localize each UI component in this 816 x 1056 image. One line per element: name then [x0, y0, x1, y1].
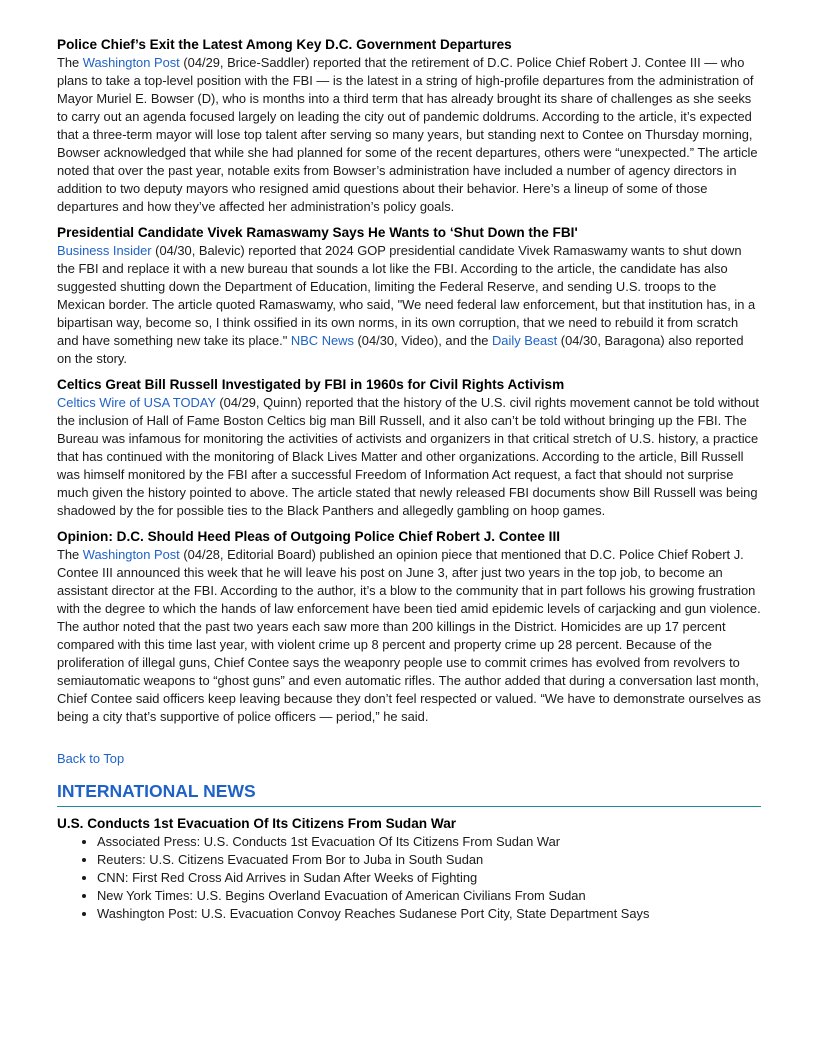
- article-prefix: The: [57, 55, 83, 70]
- source-link-washington-post[interactable]: Washington Post: [82, 547, 180, 562]
- article-text-mid: (04/30, Video), and the: [353, 333, 492, 348]
- list-item: [97, 869, 761, 887]
- list-item: [97, 905, 761, 923]
- article-headline: Police Chief’s Exit the Latest Among Key D.C. Government Departures: [57, 37, 512, 52]
- back-to-top-link[interactable]: Back to Top: [57, 751, 125, 766]
- source-link-washington-post[interactable]: Washington Post: [82, 55, 180, 70]
- article-text: (04/28, Editorial Board) published an opinion piece that mentioned that D.C. Police Chief Robert J. Contee III announced this week that he will leave his post on June 3, after just two years in the top job, to become an assistant director at the FBI. According to the author, it’s a blow to the community that in part follows his growing frustration with the degree to which the hands of law enforcement have been tied amid epidemic levels of carjacking and gun violence. The author noted that the past two years each saw more than 200 killings in the District. Homicides are up 17 percent compared with this time last year, with violent crime up 8 percent and property crime up 28 percent. Because of the proliferation of illegal guns, Chief Contee says the weaponry people use to commit crimes has evolved from revolvers to semiautomatic weapons to “ghost guns” and even automatic rifles. The author added that during a conversation last month, Chief Contee said officers keep leaving because they don’t feel respected or valued. “We have to demonstrate ourselves as being a city that’s supportive of police officers — period,” he said.: [57, 547, 761, 724]
- article-opinion-contee: [57, 528, 761, 726]
- article-headline: Celtics Great Bill Russell Investigated by FBI in 1960s for Civil Rights Activism: [57, 377, 565, 392]
- article-body: [57, 394, 761, 520]
- article-text: (04/29, Brice-Saddler) reported that the retirement of D.C. Police Chief Robert J. Contee III — who plans to take a top-level position with the FBI — is the latest in a string of high-profile departures from the administration of Mayor Muriel E. Bowser (D), who is months into a third term that has already brought its share of challenges as she seeks to carry out an agenda focused largely on leading the city out of pandemic doldrums. According to the article, it’s expected that a three-term mayor will lose top talent after serving so many years, but standing next to Contee on Thursday morning, Bowser acknowledged that while she had planned for some of the recent departures, others were “unexpected.” The article noted that over the past year, notable exits from Bowser’s administration have included a number of agency directors in addition to two deputy mayors who resigned amid questions about their behavior. Here’s a lineup of some of those departures and how they’ve affected her administration’s policy goals.: [57, 55, 758, 214]
- source-link-nbc-news[interactable]: NBC News: [290, 333, 354, 348]
- article-body: [57, 242, 761, 368]
- article-prefix: The: [57, 547, 83, 562]
- section-divider: [57, 806, 761, 807]
- article-text: (04/30, Balevic) reported that 2024 GOP presidential candidate Vivek Ramaswamy wants to shut down the FBI and replace it with a new bureau that sounds a lot like the FBI. According to the article, the candidate has also suggested shutting down the Department of Education, limiting the Federal Reserve, and sending U.S. troops to the Mexican border. The article quoted Ramaswamy, who said, "We need federal law enforcement, but that institution has, in a bipartisan way, become so, I think ossified in its own norms, in its own corruption, that we need to rebuild it from scratch and have something new take its place.": [57, 243, 756, 348]
- source-link-daily-beast[interactable]: Daily Beast: [492, 333, 558, 348]
- list-item: [97, 851, 761, 869]
- story-headline-sudan: U.S. Conducts 1st Evacuation Of Its Citizens From Sudan War: [57, 816, 457, 831]
- list-item: [97, 887, 761, 905]
- article-text-end: (04/30, Baragona) also reported on the story.: [57, 333, 744, 366]
- article-ramaswamy: [57, 224, 761, 368]
- article-bill-russell: [57, 376, 761, 520]
- section-title-international-news: INTERNATIONAL NEWS: [57, 781, 256, 801]
- list-item: [97, 833, 761, 851]
- newsletter-page: [57, 36, 761, 923]
- article-headline: Presidential Candidate Vivek Ramaswamy Says He Wants to ‘Shut Down the FBI': [57, 225, 578, 240]
- story-link-text: Reuters: U.S. Citizens Evacuated From Bor to Juba in South Sudan: [97, 852, 484, 867]
- story-link-list: [57, 833, 761, 923]
- article-contee-departure: [57, 36, 761, 216]
- source-link-celtics-wire[interactable]: Celtics Wire of USA TODAY: [57, 395, 216, 410]
- article-body: [57, 546, 761, 726]
- article-headline: Opinion: D.C. Should Heed Pleas of Outgoing Police Chief Robert J. Contee III: [57, 529, 560, 544]
- source-link-business-insider[interactable]: Business Insider: [57, 243, 152, 258]
- article-body: [57, 54, 761, 216]
- story-link-text: New York Times: U.S. Begins Overland Evacuation of American Civilians From Sudan: [97, 888, 586, 903]
- article-text: (04/29, Quinn) reported that the history of the U.S. civil rights movement cannot be told without the inclusion of Hall of Fame Boston Celtics big man Bill Russell, and it also can’t be told without bringing up the FBI. The Bureau was infamous for monitoring the activities of activists and organizers in that critical stretch of U.S. history, a practice that has continued with the monitoring of Black Lives Matter and other organizations. According to the article, Bill Russell was himself monitored by the FBI after a successful Freedom of Information Act request, a fact that should not surprise much given the history pointed to above. The article stated that newly released FBI documents show Bill Russell was being shadowed by the for possible ties to the Black Panthers and allegedly gambling on hoop games.: [57, 395, 759, 518]
- story-link-text: CNN: First Red Cross Aid Arrives in Sudan After Weeks of Fighting: [97, 870, 478, 885]
- story-link-text: Associated Press: U.S. Conducts 1st Evacuation Of Its Citizens From Sudan War: [97, 834, 561, 849]
- story-link-text: Washington Post: U.S. Evacuation Convoy Reaches Sudanese Port City, State Department Says: [97, 906, 650, 921]
